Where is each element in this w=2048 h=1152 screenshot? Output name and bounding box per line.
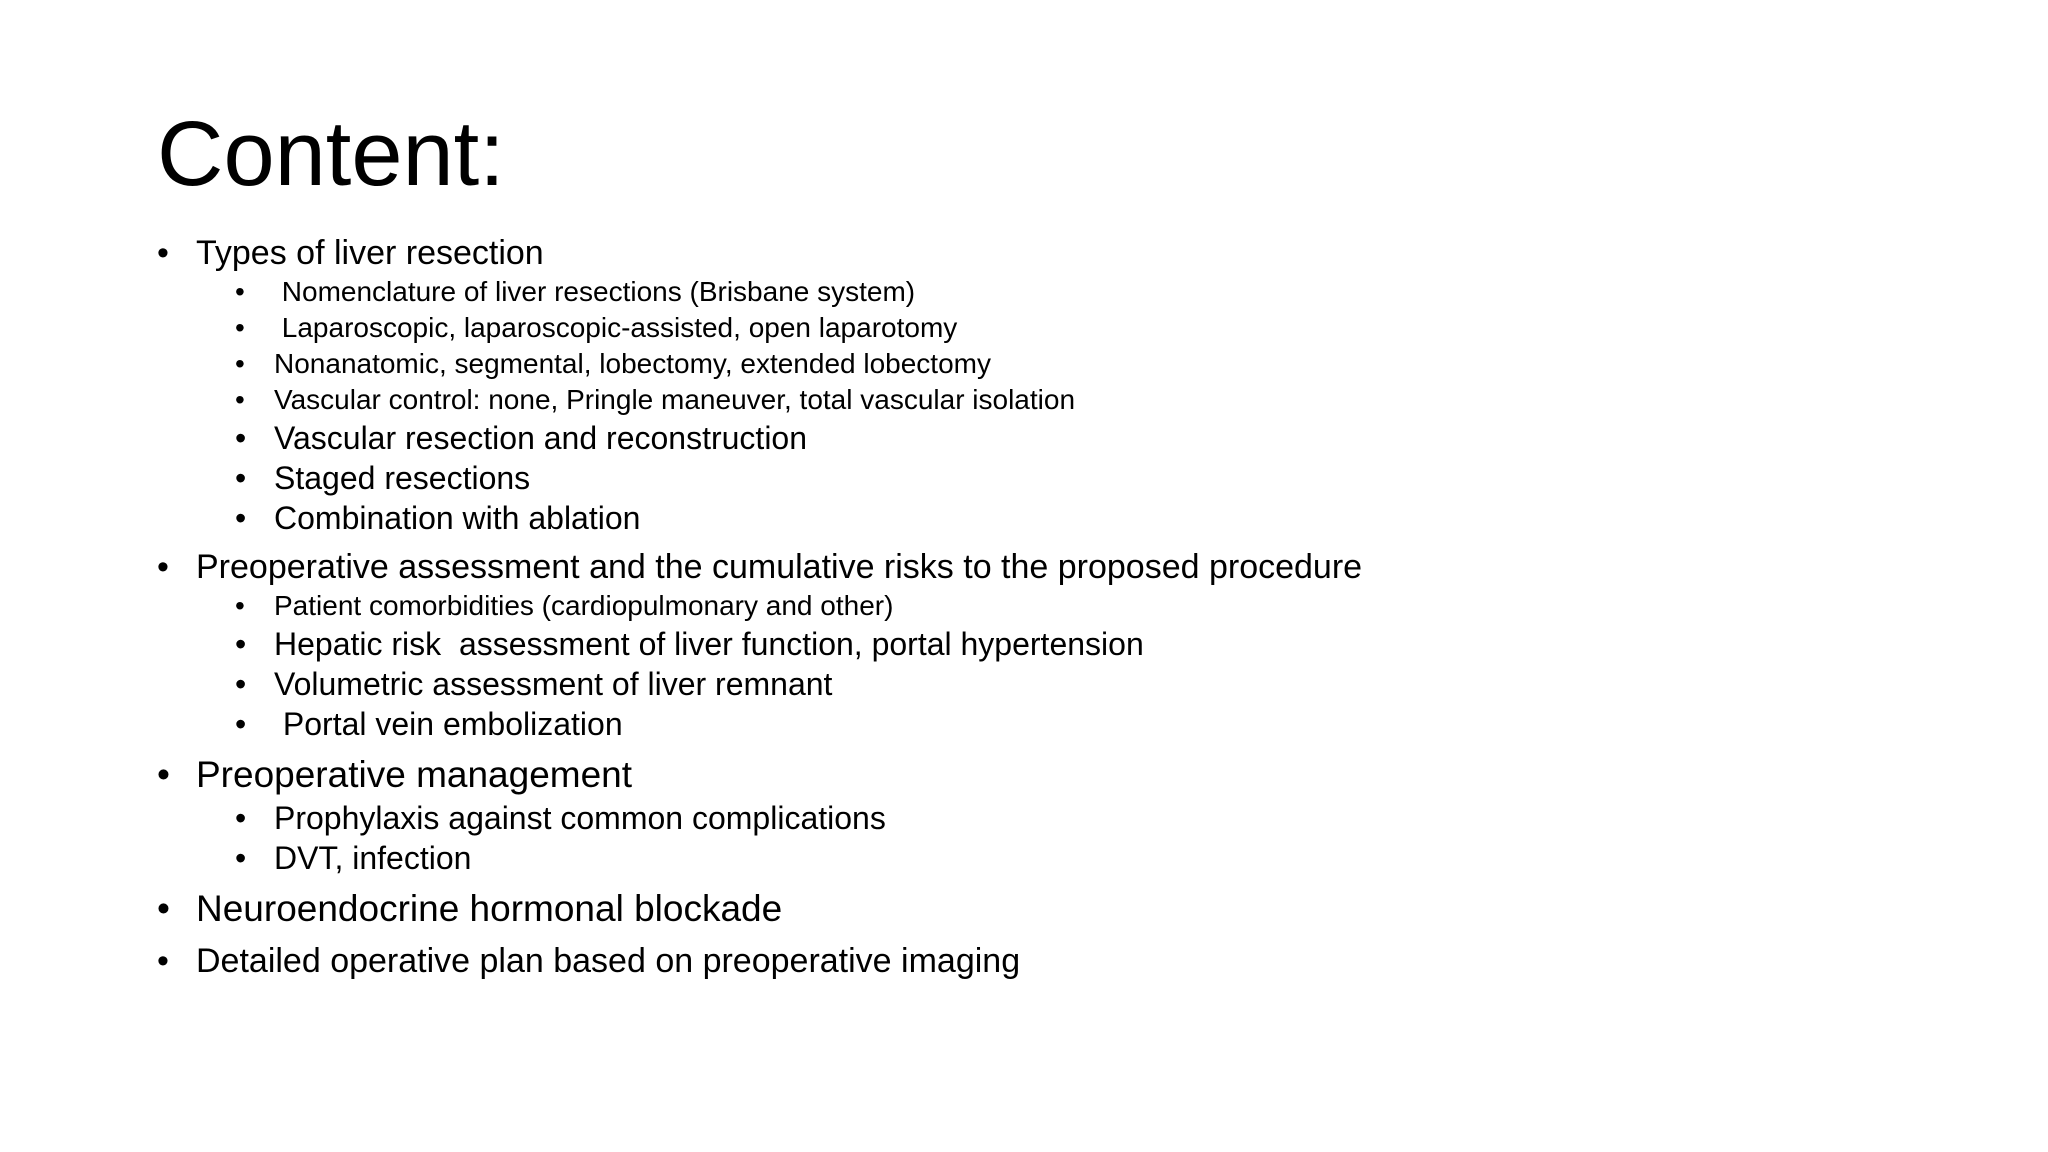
bullet-detailed-operative-plan: • Detailed operative plan based on preoperative imaging [157,940,1957,982]
sub-bullet-prophylaxis: • Prophylaxis against common complications [235,798,1957,838]
sub-bullet-staged-resections: • Staged resections [235,458,1957,498]
bullet-preoperative-management: • Preoperative management [157,752,1957,798]
sub-bullet-combination-ablation: • Combination with ablation [235,498,1957,538]
sub-bullet-dvt-infection: • DVT, infection [235,838,1957,878]
sub-bullet-volumetric-assessment: • Volumetric assessment of liver remnant [235,664,1957,704]
sub-bullet-nonanatomic: • Nonanatomic, segmental, lobectomy, extended lobectomy [235,346,1957,382]
sub-bullet-hepatic-risk: • Hepatic risk assessment of liver function, portal hypertension [235,624,1957,664]
bullet-preoperative-assessment: • Preoperative assessment and the cumulative risks to the proposed procedure [157,546,1957,588]
sub-bullet-portal-vein-embolization: • Portal vein embolization [235,704,1957,744]
slide-title: Content: [157,103,505,205]
sub-bullet-patient-comorbidities: • Patient comorbidities (cardiopulmonary and other) [235,588,1957,624]
sub-bullet-nomenclature: • Nomenclature of liver resections (Brisbane system) [235,274,1957,310]
sub-bullet-vascular-control: • Vascular control: none, Pringle maneuver, total vascular isolation [235,382,1957,418]
bullet-list [157,232,1957,982]
sub-bullet-laparoscopic: • Laparoscopic, laparoscopic-assisted, open laparotomy [235,310,1957,346]
bullet-types-of-liver-resection: • Types of liver resection [157,232,1957,274]
sub-bullet-vascular-resection: • Vascular resection and reconstruction [235,418,1957,458]
bullet-neuroendocrine-blockade: • Neuroendocrine hormonal blockade [157,886,1957,932]
